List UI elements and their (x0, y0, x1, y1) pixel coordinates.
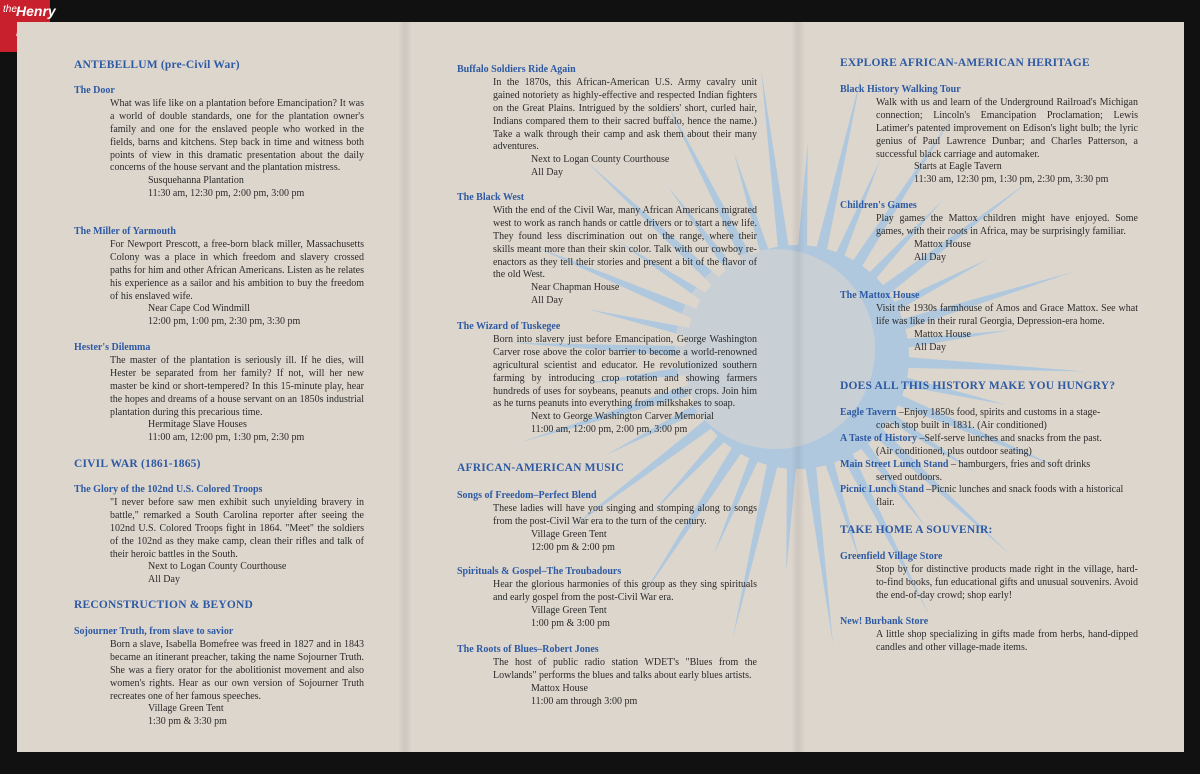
food-item-taste-of-history (840, 433, 1138, 459)
event-description: Play games the Mattox children might have enjoyed. Some games, with their roots in Africa, may be surprisingly familiar. (876, 212, 1138, 237)
event-location: Mattox House (914, 328, 971, 340)
event-title: The Black West (457, 192, 525, 203)
event-mattox-house (840, 290, 1138, 355)
event-title: Children's Games (840, 200, 917, 211)
event-location: Village Green Tent (148, 703, 224, 715)
event-location: Starts at Eagle Tavern (914, 161, 1002, 173)
event-title: Hester's Dilemma (74, 342, 151, 353)
event-times: All Day (148, 574, 180, 586)
event-location: Near Chapman House (531, 282, 620, 294)
event-spirituals-gospel (457, 566, 757, 631)
event-title: The Wizard of Tuskegee (457, 321, 561, 332)
event-description: The host of public radio station WDET's "Blues from the Lowlands" performs the blues and talks about early blues artists. (493, 656, 757, 681)
fold-line (398, 22, 412, 752)
fold-line (791, 22, 805, 752)
event-times: All Day (914, 251, 946, 263)
event-location: Village Green Tent (531, 528, 607, 540)
event-title: The Door (74, 85, 115, 96)
store-description: A little shop specializing in gifts made from herbs, hand-dipped candles and other village-made items. (876, 628, 1138, 653)
event-description: "I never before saw men exhibit such unyielding bravery in battle," remarked a South Carolina reporter after seeing the 102nd U.S. Colored Troops fight in 1864. "Meet" the soldiers of the 102nd as they make camp, clean their rifles and talk of their heroic battles in the South. (110, 496, 364, 560)
food-continued: served outdoors. (876, 471, 943, 483)
event-description: What was life like on a plantation before Emancipation? It was a world of double standards, one for the plantation owner's family and one for the enslaved people who worked in the fields, barns and kitchens. Step back in time and witness both points of view in this dramatic presentation about the daily concerns of the house servant and the plantation mistress. (110, 97, 364, 174)
section-heading-reconstruction: RECONSTRUCTION & BEYOND (74, 599, 254, 611)
event-times: 11:00 am, 12:00 pm, 1:30 pm, 2:30 pm (148, 432, 305, 444)
sun-ray (761, 69, 791, 263)
event-title: The Mattox House (840, 290, 920, 301)
event-title: The Miller of Yarmouth (74, 226, 176, 237)
event-title: The Glory of the 102nd U.S. Colored Troops (74, 484, 263, 495)
store-description: Stop by for distinctive products made right in the village, hard-to-find books, fun educational gifts and unusual souvenirs. Avoid the end-of-day crowd; shop early! (876, 563, 1138, 601)
event-title: Sojourner Truth, from slave to savior (74, 626, 234, 637)
food-continued: coach stop built in 1831. (Air conditioned) (876, 419, 1047, 431)
event-location: Mattox House (914, 238, 971, 250)
event-title: Buffalo Soldiers Ride Again (457, 64, 576, 75)
henry-ford-logo: the Henry (0, 0, 50, 52)
section-heading-souvenir: TAKE HOME A SOUVENIR: (840, 524, 993, 536)
section-heading-antebellum: ANTEBELLUM (pre-Civil War) (74, 59, 240, 71)
food-text: –Self-serve lunches and snacks from the past. (916, 432, 1102, 444)
event-times: 11:30 am, 12:30 pm, 2:00 pm, 3:00 pm (148, 188, 305, 200)
food-name: Main Street Lunch Stand (840, 458, 949, 470)
event-times: 11:00 am through 3:00 pm (531, 695, 638, 707)
food-name: Eagle Tavern (840, 407, 897, 418)
event-location: Village Green Tent (531, 604, 607, 616)
event-times: 11:30 am, 12:30 pm, 1:30 pm, 2:30 pm, 3:30 pm (914, 174, 1109, 186)
event-location: Mattox House (531, 682, 588, 694)
food-item-picnic-lunch-stand (840, 484, 1138, 510)
section-heading-explore: EXPLORE AFRICAN-AMERICAN HERITAGE (840, 57, 1090, 69)
event-times: All Day (914, 341, 946, 353)
event-times: 12:00 pm, 1:00 pm, 2:30 pm, 3:30 pm (148, 316, 301, 328)
event-title: Spirituals & Gospel–The Troubadours (457, 566, 622, 577)
event-wizard-of-tuskegee (457, 321, 757, 437)
food-list (840, 407, 1138, 510)
event-times: 1:00 pm & 3:00 pm (531, 617, 610, 629)
event-description: For Newport Prescott, a free-born black miller, Massachusetts Colony was a place in which freedom and slavery crossed paths for him and other African Americans. Listen as he relates his experience as a sailor and his ambition to buy the freedom of his enslaved wife. (110, 238, 364, 302)
event-songs-of-freedom (457, 490, 757, 555)
section-heading-hungry: DOES ALL THIS HISTORY MAKE YOU HUNGRY? (840, 380, 1116, 392)
store-title: Greenfield Village Store (840, 551, 943, 562)
store-burbank (840, 616, 1138, 655)
food-item-main-street-lunch-stand (840, 459, 1138, 485)
event-location: Near Cape Cod Windmill (148, 303, 250, 315)
event-description: Born into slavery just before Emancipation, George Washington Carver rose above the color barrier to become a world-renowned agricultural scientist and educator. He revolutionized southern farming by introducing crop rotation and showing farmers hundreds of uses for soybeans, peanuts and other crops. Join him as he turns peanuts into everything from milkshakes to soap. (493, 333, 757, 410)
event-childrens-games (840, 200, 1138, 265)
brochure-page (17, 22, 1184, 752)
event-hesters-dilemma (74, 342, 364, 445)
event-description: Born a slave, Isabella Bomefree was freed in 1827 and in 1843 became an itinerant preacher, taking the name Sojourner Truth. She was a fiery orator for the abolitionist movement and also women's rights. Hear as our own version of Sojourner Truth recreates one of her famous speeches. (110, 638, 364, 702)
event-walking-tour (840, 84, 1138, 187)
event-times: 12:00 pm & 2:00 pm (531, 541, 615, 553)
food-continued: flair. (876, 497, 895, 509)
sun-ray (803, 450, 833, 644)
event-black-west (457, 192, 757, 308)
event-description: Walk with us and learn of the Underground Railroad's Michigan connection; Lincoln's Emancipation Proclamation; Lewis Latimer's patented improvement on Edison's light bulb; the lyric genius of Paul Lawrence Dunbar; and Charles Patterson, a successful black carriage and automaker. (876, 96, 1138, 160)
store-title: New! Burbank Store (840, 616, 929, 627)
event-times: All Day (531, 167, 563, 179)
event-title: Songs of Freedom–Perfect Blend (457, 490, 597, 501)
event-the-door (74, 85, 364, 201)
store-greenfield-village (840, 551, 1138, 603)
event-description: These ladies will have you singing and stomping along to songs from the post-Civil War era to the turn of the century. (493, 502, 757, 527)
event-miller-of-yarmouth (74, 226, 364, 329)
event-location: Hermitage Slave Houses (148, 419, 247, 431)
event-description: With the end of the Civil War, many African Americans migrated west to work as ranch hands or cattle drivers or to start a new life. They found less discrimination out on the range, where their skills meant more than their skin color. Talk with our cowboy re-enactors as they tell their stories and present a bit of the flavor of the old West. (493, 204, 757, 281)
event-sojourner-truth (74, 626, 364, 729)
event-buffalo-soldiers (457, 64, 757, 180)
food-continued: (Air conditioned, plus outdoor seating) (876, 445, 1032, 457)
food-text: – hamburgers, fries and soft drinks (948, 458, 1091, 470)
event-location: Next to Logan County Courthouse (148, 561, 287, 573)
event-title: Black History Walking Tour (840, 84, 961, 95)
event-times: All Day (531, 295, 563, 307)
event-description: The master of the plantation is seriously ill. If he dies, will Hester be separated from her family? If not, will her new master be kind or short-tempered? In this 15-minute play, hear the hopes and dreams of a house servant on an 1850s industrial plantation during this precarious time. (110, 354, 364, 418)
food-name: A Taste of History (840, 432, 917, 444)
event-location: Susquehanna Plantation (148, 175, 244, 187)
food-text: –Enjoy 1850s food, spirits and customs in a stage- (896, 407, 1101, 418)
section-heading-music: AFRICAN-AMERICAN MUSIC (457, 462, 624, 474)
event-description: In the 1870s, this African-American U.S. Army cavalry unit gained notoriety as highly-effective and respected Indian fighters on the Great Plains. Intrigued by the soldiers' short, curled hair, Indians compared them to their sacred buffalo, hence the name.) Take a walk through their camp and ask them about their many adventures. (493, 76, 757, 153)
food-name: Picnic Lunch Stand (840, 484, 924, 496)
event-times: 1:30 pm & 3:30 pm (148, 716, 227, 728)
food-text: –Picnic lunches and snack foods with a historical (923, 484, 1124, 496)
event-title: The Roots of Blues–Robert Jones (457, 644, 599, 655)
event-glory-102nd (74, 484, 364, 587)
event-location: Next to George Washington Carver Memorial (531, 411, 714, 423)
event-location: Next to Logan County Courthouse (531, 154, 670, 166)
section-heading-civil-war: CIVIL WAR (1861-1865) (74, 458, 201, 470)
food-item-eagle-tavern (840, 407, 1138, 433)
event-description: Hear the glorious harmonies of this group as they sing spirituals and early gospel from the post-Civil War era. (493, 578, 757, 603)
sun-ray (891, 356, 1086, 372)
event-roots-of-blues (457, 644, 757, 709)
event-description: Visit the 1930s farmhouse of Amos and Grace Mattox. See what life was like in their rural Georgia, Depression-era home. (876, 302, 1138, 327)
event-times: 11:00 am, 12:00 pm, 2:00 pm, 3:00 pm (531, 424, 688, 436)
